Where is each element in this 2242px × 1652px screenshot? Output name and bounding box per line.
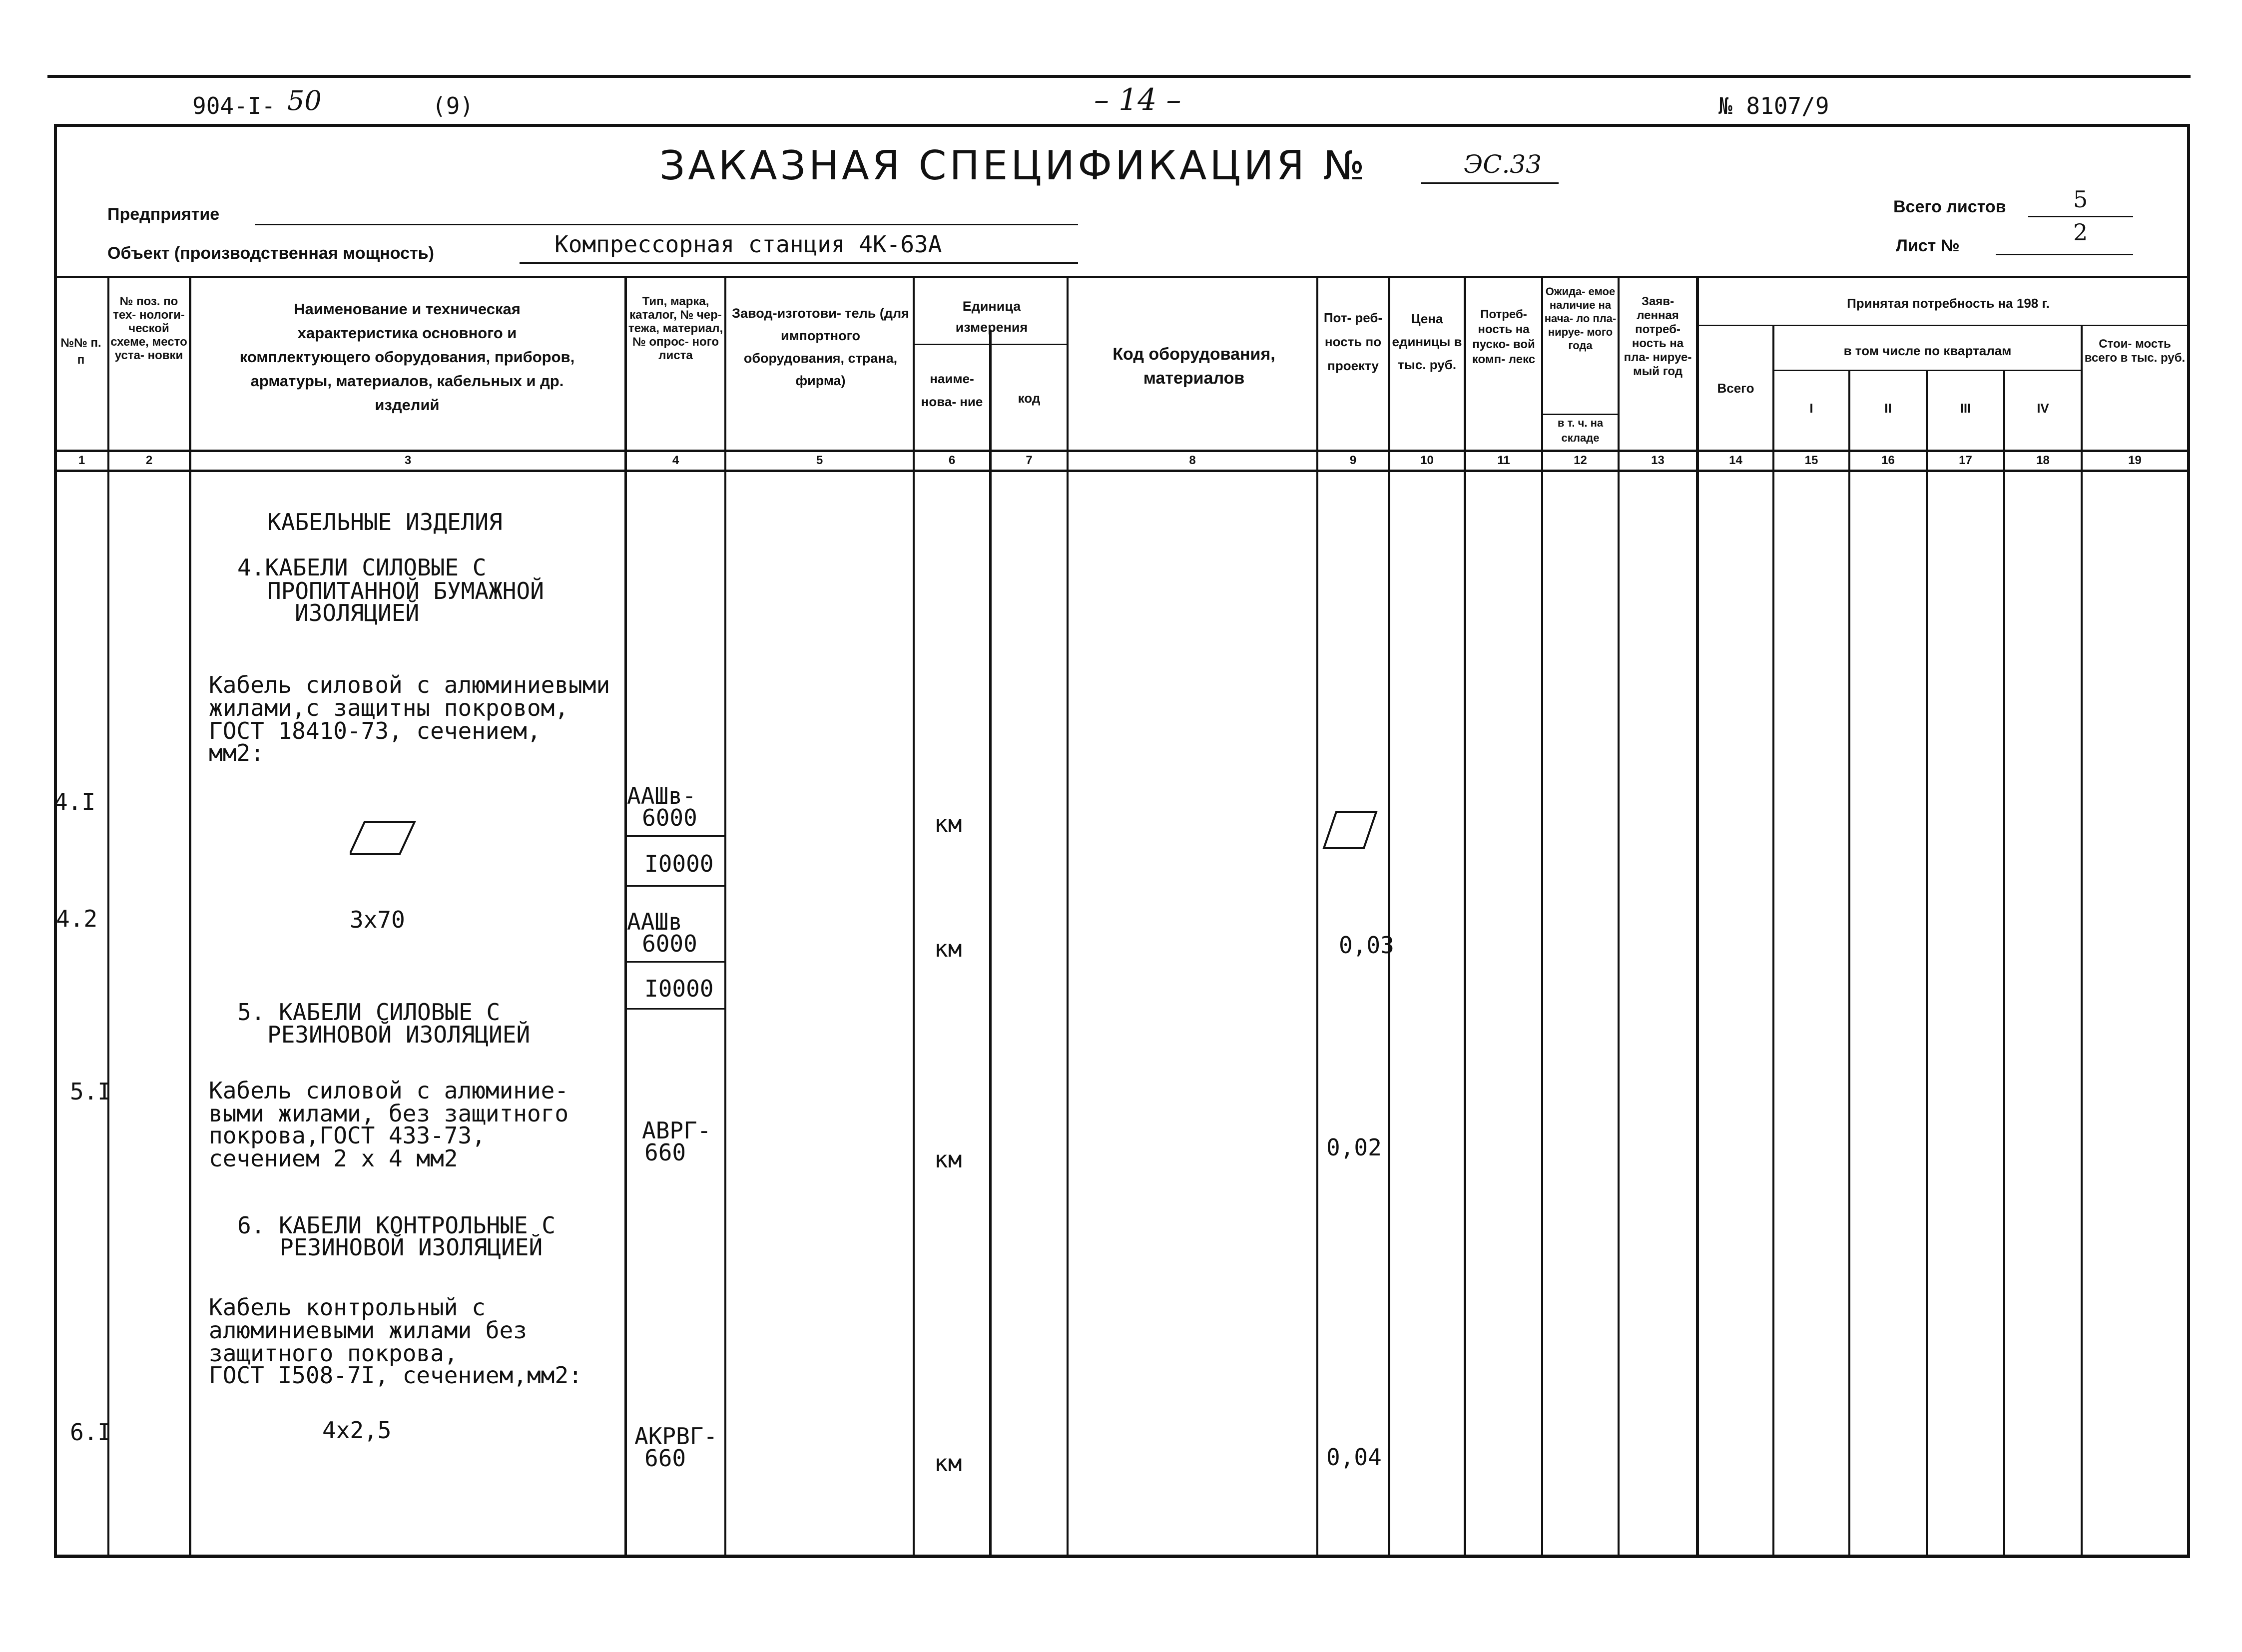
row-desc: 3х70 [350, 906, 405, 933]
doc-code-handwritten: 50 [287, 85, 322, 116]
page-title: ЗАКАЗНАЯ СПЕЦИФИКАЦИЯ № [659, 142, 1368, 189]
frame-bottom [54, 1555, 2190, 1558]
col-number: 19 [2128, 454, 2142, 467]
row-type-alt: I0000 [644, 850, 714, 877]
row-unit: км [934, 1146, 962, 1173]
spec-number: ЭС.33 [1464, 150, 1542, 179]
row-desc-line: покрова,ГОСТ 433-73, [209, 1122, 486, 1149]
row-number: 6.I [70, 1419, 112, 1446]
col-header-13: Заяв- ленная потреб- ность на пла- нируе- мый год [1624, 295, 1692, 378]
table-header-top [54, 276, 2190, 278]
row-qty: 0,02 [1326, 1134, 1382, 1161]
section-4-desc-line: ГОСТ 18410-73, сечением, [209, 717, 541, 744]
enterprise-field [255, 224, 1078, 225]
col-divider [724, 276, 726, 1556]
col-header-14: Всего [1717, 381, 1754, 396]
frame-top [54, 124, 2190, 127]
doc-code-part: (9) [432, 92, 474, 119]
row-unit: км [934, 810, 962, 837]
row-type: 6000 [642, 930, 697, 957]
col-divider [1316, 276, 1318, 1556]
section-4-desc-line: жилами,с защитны покровом, [209, 694, 569, 721]
col-header-18: IV [2037, 401, 2049, 416]
col-divider [1696, 276, 1699, 1556]
col-number: 13 [1651, 454, 1665, 467]
col-number: 12 [1574, 454, 1587, 467]
object-label: Объект (производственная мощность) [107, 244, 434, 263]
col-header-2: № поз. по тех- нологи- ческой схеме, место уста- новки [110, 295, 187, 362]
row-unit: км [934, 935, 962, 962]
row-qty: 0,03 [1339, 932, 1394, 959]
col-divider [989, 330, 992, 1556]
col-header-12-bottom: в т. ч. на складе [1557, 417, 1604, 444]
col-header-10: Цена единицы в тыс. руб. [1392, 311, 1462, 372]
col-header-6-7-group: Единица измерения [955, 299, 1028, 335]
col-number: 9 [1349, 454, 1357, 467]
col-number: 16 [1881, 454, 1895, 467]
row-number: 4.I [54, 788, 96, 815]
col-divider [1388, 276, 1390, 1556]
total-sheets-value: 5 [2073, 186, 2088, 213]
col-number: 17 [1959, 454, 1972, 467]
stock-rule [1541, 414, 1618, 415]
row-unit: км [934, 1450, 962, 1477]
parallelogram-mark [350, 819, 420, 861]
row-type-alt: I0000 [644, 975, 714, 1002]
quarters-group-header: в том числе по кварталам [1843, 343, 2012, 358]
col-divider [1926, 370, 1928, 1556]
section-6-desc-line: Кабель контрольный с [209, 1294, 486, 1321]
section-6-title-line: 6. КАБЕЛИ КОНТРОЛЬНЫЕ С [237, 1212, 556, 1239]
col-number: 2 [145, 454, 153, 467]
section-6-desc-line: ГОСТ I508-7I, сечением,мм2: [209, 1362, 582, 1389]
col-number: 7 [1026, 454, 1033, 467]
section-4-title-line: 4.КАБЕЛИ СИЛОВЫЕ С [237, 554, 487, 581]
row-qty: 0,04 [1326, 1444, 1382, 1471]
col-divider [913, 276, 915, 1556]
row-type: ААШв [627, 908, 682, 935]
col-number: 11 [1497, 454, 1510, 467]
spec-number-underline [1421, 182, 1559, 184]
col-number: 6 [948, 454, 956, 467]
section-4-desc-line: Кабель силовой с алюминиевыми [209, 671, 610, 698]
col-divider [1618, 276, 1620, 1556]
sheet-field [1996, 254, 2133, 255]
col-header-9: Пот- реб- ность по проекту [1323, 310, 1383, 373]
row-number: 5.I [70, 1078, 112, 1105]
page-number: – 14 – [1094, 82, 1181, 117]
col-number: 3 [404, 454, 412, 467]
row-type: АКРВГ- [634, 1423, 718, 1450]
col-divider [2003, 370, 2005, 1556]
col-divider [107, 276, 109, 1556]
col-header-16: II [1884, 401, 1892, 416]
sheet-label: Лист № [1896, 236, 1960, 255]
col-header-15: I [1809, 401, 1813, 416]
col-header-5: Завод-изготови- тель (для импортного оборудования, страна, фирма) [732, 306, 909, 388]
col-divider [2081, 325, 2083, 1556]
col-number: 1 [78, 454, 85, 467]
doc-code-prefix: 904-I- [192, 92, 276, 119]
col-divider [1772, 325, 1774, 1556]
sheet-value: 2 [2073, 219, 2088, 246]
column-number-row-bottom [54, 470, 2190, 472]
type-rule [627, 835, 724, 837]
row-type: 660 [644, 1445, 686, 1472]
section-6-desc-line: алюминиевыми жилами без [209, 1317, 527, 1344]
col-number: 18 [2036, 454, 2050, 467]
section-5-title-line: РЕЗИНОВОЙ ИЗОЛЯЦИЕЙ [267, 1021, 531, 1048]
col-number: 15 [1804, 454, 1818, 467]
row-desc-line: сечением 2 х 4 мм2 [209, 1145, 458, 1172]
row-desc-line: Кабель силовой с алюминие- [209, 1077, 569, 1104]
col-divider [189, 276, 191, 1556]
row-desc-line: выми жилами, без защитного [209, 1100, 569, 1127]
row-type: 6000 [642, 804, 697, 831]
total-sheets-label: Всего листов [1893, 197, 2006, 216]
parallelogram-mark [1321, 809, 1379, 854]
section-6-title-line: РЕЗИНОВОЙ ИЗОЛЯЦИЕЙ [280, 1234, 543, 1261]
object-field [520, 262, 1078, 264]
col-header-7: код [1018, 391, 1041, 406]
type-rule [627, 961, 724, 963]
inventory-number: № 8107/9 [1718, 92, 1829, 119]
section-6-desc-line: защитного покрова, [209, 1340, 458, 1367]
section-5-title-line: 5. КАБЕЛИ СИЛОВЫЕ С [237, 999, 501, 1026]
unit-group-rule [913, 344, 1067, 345]
top-rule [47, 75, 2191, 78]
quarters-group-rule [1772, 370, 2081, 371]
col-number: 5 [816, 454, 823, 467]
accepted-group-header: Принятая потребность на 198 г. [1847, 296, 2050, 311]
col-number: 4 [672, 454, 679, 467]
col-header-6: наиме- нова- ние [921, 371, 983, 409]
col-number: 14 [1729, 454, 1742, 467]
type-rule [627, 1008, 724, 1010]
col-divider [1067, 276, 1069, 1556]
col-header-4: Тип, марка, каталог, № чер- тежа, материал, № опрос- ного листа [628, 295, 723, 362]
row-type: АВРГ- [642, 1117, 711, 1144]
col-header-1: №№ п. п [60, 336, 101, 367]
section-4-title-line: ИЗОЛЯЦИЕЙ [295, 599, 420, 626]
col-divider [1541, 276, 1543, 1556]
type-rule [627, 885, 724, 887]
section-4-desc-line: мм2: [209, 739, 264, 766]
col-divider [1464, 276, 1466, 1556]
row-type: 660 [644, 1139, 686, 1166]
col-header-11: Потреб- ность на пуско- вой комп- лекс [1472, 308, 1536, 366]
section-4-title-line: ПРОПИТАННОЙ БУМАЖНОЙ [267, 577, 544, 604]
enterprise-label: Предприятие [107, 205, 220, 224]
col-number: 8 [1189, 454, 1196, 467]
table-header-bottom [54, 450, 2190, 452]
object-value: Компрессорная станция 4К-63А [555, 231, 942, 258]
col-header-3: Наименование и техническая характеристика основного и комплектующего оборудования, приборов, арматуры, материалов, кабельных и др. изделий [239, 300, 575, 414]
section-title: КАБЕЛЬНЫЕ ИЗДЕЛИЯ [267, 509, 503, 536]
col-number: 10 [1420, 454, 1434, 467]
frame-right [2187, 124, 2190, 1558]
row-desc: 4х2,5 [322, 1417, 392, 1444]
col-header-8: Код оборудования, материалов [1113, 345, 1275, 388]
total-sheets-field [2028, 216, 2133, 217]
accepted-group-rule [1696, 325, 2190, 326]
row-type: ААШв- [627, 782, 696, 809]
row-number: 4.2 [56, 905, 98, 932]
col-header-12-top: Ожида- емое наличие на нача- ло пла- нируе- мого года [1544, 285, 1617, 352]
col-header-19: Стои- мость всего в тыс. руб. [2084, 337, 2186, 365]
col-header-17: III [1960, 401, 1971, 416]
col-divider [1848, 370, 1850, 1556]
